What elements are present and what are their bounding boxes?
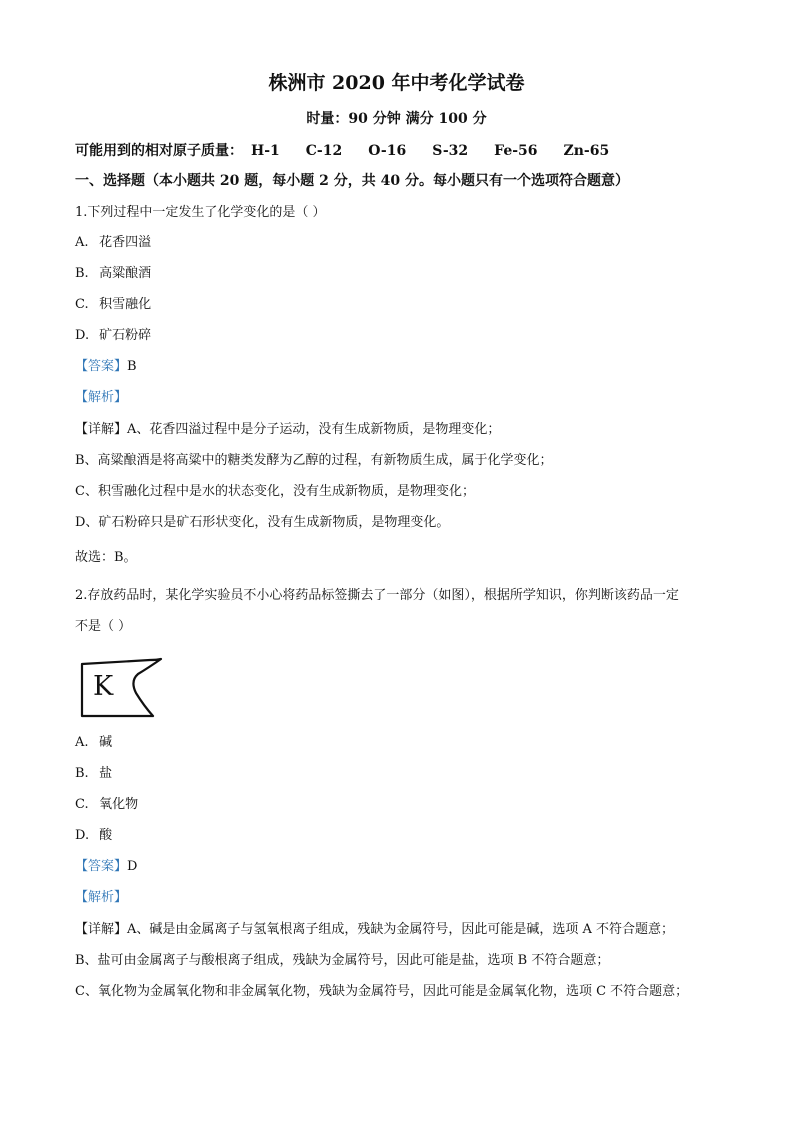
answer-value: D bbox=[127, 859, 138, 874]
q1-analysis-tag: 【解析】 bbox=[75, 390, 128, 405]
q2-detail-line bbox=[75, 922, 674, 938]
q2-stem-line2: 不是（ ） bbox=[75, 619, 132, 634]
atomic-mass-item: Fe-56 bbox=[494, 143, 538, 159]
option-letter: B. bbox=[75, 266, 89, 281]
q1-stem: 1.下列过程中一定发生了化学变化的是（ ） bbox=[75, 205, 326, 220]
q2-option-d bbox=[75, 828, 112, 844]
q1-detail-line bbox=[75, 422, 500, 438]
q1-answer bbox=[75, 359, 137, 375]
section-header: 一、选择题（本小题共 20 题，每小题 2 分，共 40 分。每小题只有一个选项符合题意） bbox=[75, 173, 629, 189]
q2-detail-line: C、氧化物为金属氧化物和非金属氧化物，残缺为金属符号，因此可能是金属氧化物，选项 C 不符合题意； bbox=[75, 984, 689, 999]
label-symbol-k: K bbox=[93, 671, 114, 702]
atomic-mass-item: H-1 bbox=[251, 143, 280, 159]
option-text: 氧化物 bbox=[99, 797, 139, 812]
q1-detail-line: B、高粱酿酒是将高粱中的糖类发酵为乙醇的过程，有新物质生成，属于化学变化； bbox=[75, 453, 553, 468]
option-text: 碱 bbox=[99, 735, 113, 750]
q1-option-d bbox=[75, 328, 151, 344]
option-text: 花香四溢 bbox=[99, 235, 152, 250]
option-text: 积雪融化 bbox=[99, 297, 152, 312]
option-letter: D. bbox=[75, 828, 90, 843]
option-text: 酸 bbox=[99, 828, 113, 843]
atomic-mass-item: C-12 bbox=[305, 143, 343, 159]
option-text: 高粱酿酒 bbox=[99, 266, 152, 281]
detail-text: A、碱是由金属离子与氢氧根离子组成，残缺为金属符号，因此可能是碱，选项 A 不符合题意； bbox=[127, 922, 675, 937]
q1-detail-line: D、矿石粉碎只是矿石形状变化，没有生成新物质，是物理变化。 bbox=[75, 515, 450, 530]
q2-answer bbox=[75, 859, 137, 875]
atomic-masses-line bbox=[75, 142, 635, 160]
page-subtitle: 时量：90 分钟 满分 100 分 bbox=[306, 111, 487, 127]
torn-label-figure bbox=[78, 656, 163, 720]
q2-option-a bbox=[75, 735, 112, 751]
option-letter: D. bbox=[75, 328, 90, 343]
detail-text: A、花香四溢过程中是分子运动，没有生成新物质，是物理变化； bbox=[127, 422, 501, 437]
atomic-mass-item: O-16 bbox=[368, 143, 407, 159]
option-letter: B. bbox=[75, 766, 89, 781]
q2-option-c bbox=[75, 797, 138, 813]
answer-value: B bbox=[127, 359, 137, 374]
page-title: 株洲市 2020 年中考化学试卷 bbox=[268, 72, 525, 94]
q1-detail-line: C、积雪融化过程中是水的状态变化，没有生成新物质，是物理变化； bbox=[75, 484, 475, 499]
atomic-mass-item: Zn-65 bbox=[563, 143, 610, 159]
q1-option-a bbox=[75, 235, 151, 251]
option-letter: C. bbox=[75, 797, 89, 812]
option-text: 盐 bbox=[99, 766, 113, 781]
atomic-masses-label: 可能用到的相对原子质量： bbox=[75, 143, 243, 159]
option-letter: A. bbox=[75, 735, 89, 750]
detail-tag: 【详解】 bbox=[75, 922, 128, 937]
q2-analysis-tag: 【解析】 bbox=[75, 890, 128, 905]
q2-stem-line1: 2.存放药品时，某化学实验员不小心将药品标签撕去了一部分（如图），根据所学知识，你判断该药品一定 bbox=[75, 588, 679, 603]
q1-conclusion: 故选：B。 bbox=[75, 550, 137, 565]
option-text: 矿石粉碎 bbox=[99, 328, 152, 343]
q2-option-b bbox=[75, 766, 112, 782]
detail-tag: 【详解】 bbox=[75, 422, 128, 437]
answer-tag: 【答案】 bbox=[75, 359, 128, 374]
option-letter: C. bbox=[75, 297, 89, 312]
atomic-mass-item: S-32 bbox=[432, 143, 469, 159]
q2-detail-line: B、盐可由金属离子与酸根离子组成，残缺为金属符号，因此可能是盐，选项 B 不符合题意； bbox=[75, 953, 610, 968]
answer-tag: 【答案】 bbox=[75, 859, 128, 874]
option-letter: A. bbox=[75, 235, 89, 250]
q1-option-c bbox=[75, 297, 151, 313]
q1-option-b bbox=[75, 266, 151, 282]
